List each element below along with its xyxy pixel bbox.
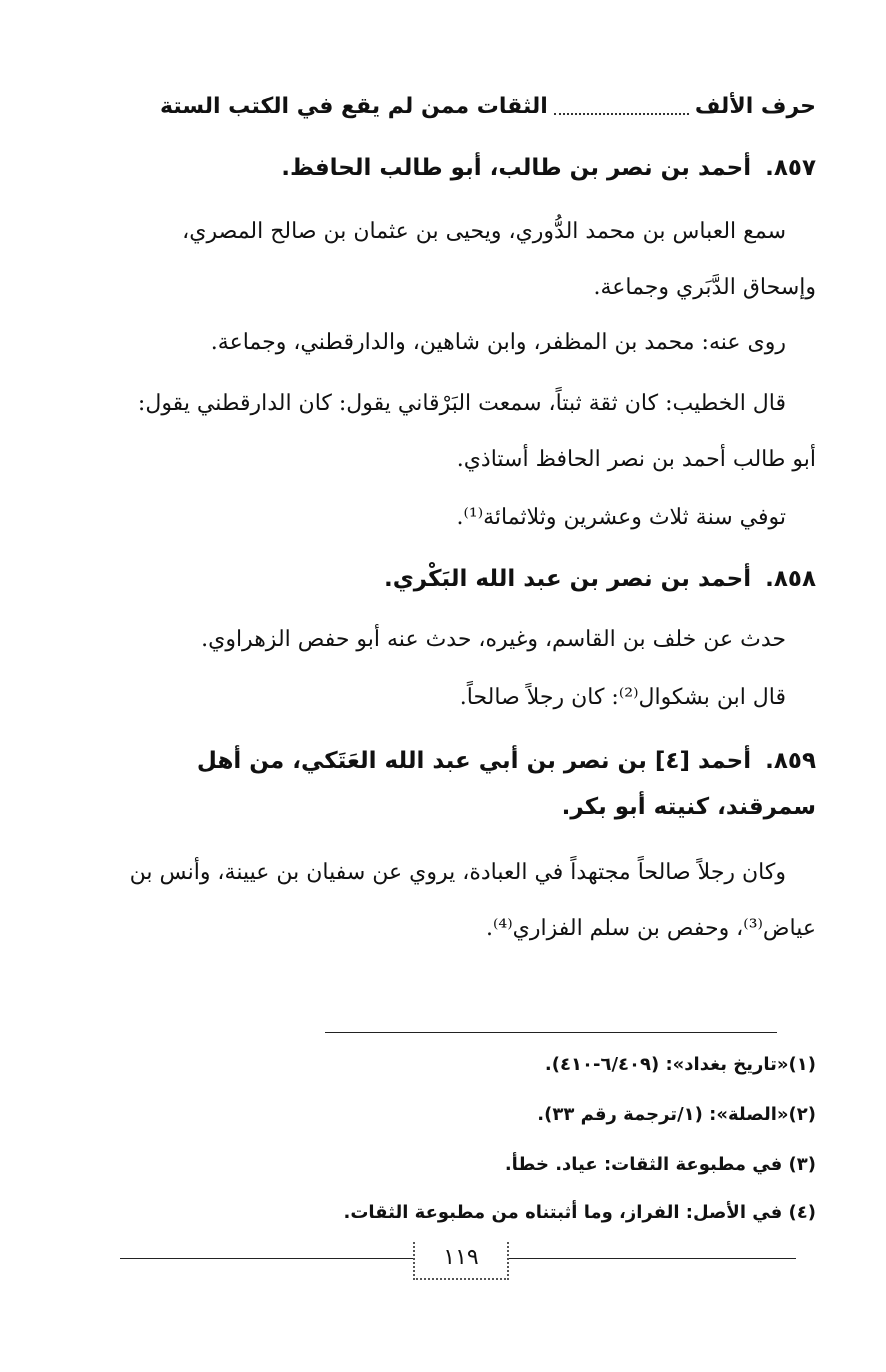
footnote-separator bbox=[325, 1032, 777, 1033]
entry-number: ٨٥٧. bbox=[765, 155, 816, 181]
entry-name: أحمد [٤] بن نصر بن أبي عبد الله العَتَكي، من أهل سمرقند، كنيته أبو بكر. bbox=[196, 748, 816, 820]
entry-number: ٨٥٩. bbox=[765, 748, 816, 774]
entry-858-paragraph-1: حدث عن خلف بن القاسم، وغيره، حدث عنه أبو حفص الزهراوي. bbox=[201, 627, 786, 652]
footnote-2: (٢)«الصلة»: (١/ترجمة رقم ٣٣). bbox=[537, 1104, 816, 1125]
entry-857-paragraph-2: روى عنه: محمد بن المظفر، وابن شاهين، والدارقطني، وجماعة. bbox=[210, 330, 786, 355]
running-head-book-title: الثقات ممن لم يقع في الكتب الستة bbox=[160, 93, 548, 119]
entry-name: أحمد بن نصر بن طالب، أبو طالب الحافظ. bbox=[281, 155, 752, 181]
entry-857-heading bbox=[120, 145, 816, 191]
entry-857-paragraph-3: قال الخطيب: كان ثقة ثبتاً، سمعت البَرْقاني يقول: كان الدارقطني يقول: أبو طالب أحمد بن نصر الحافظ أستاذي. bbox=[137, 391, 816, 472]
entry-number: ٨٥٨. bbox=[765, 566, 816, 592]
entry-858-heading bbox=[120, 556, 816, 602]
entry-name: أحمد بن نصر بن عبد الله البَكْري. bbox=[383, 566, 752, 592]
entry-857-paragraph-4: توفي سنة ثلاث وعشرين وثلاثمائة⁽¹⁾. bbox=[456, 505, 786, 530]
entry-859-heading bbox=[120, 738, 816, 830]
page-number: ١١٩ bbox=[413, 1242, 509, 1280]
footnote-3: (٣) في مطبوعة الثقات: عياد. خطأ. bbox=[504, 1154, 816, 1175]
footnote-4: (٤) في الأصل: الفراز، وما أثبتناه من مطبوعة الثقات. bbox=[343, 1202, 816, 1223]
running-head-section: حرف الألف bbox=[694, 93, 816, 119]
entry-857-paragraph-1: سمع العباس بن محمد الدُّوري، ويحيى بن عثمان بن صالح المصري، وإسحاق الدَّبَري وجماعة. bbox=[182, 219, 816, 300]
running-head-dots bbox=[554, 113, 689, 115]
running-head bbox=[160, 86, 816, 126]
footnote-1: (١)«تاريخ بغداد»: (٦/٤٠٩-٤١٠). bbox=[544, 1054, 816, 1075]
entry-858-paragraph-2: قال ابن بشكوال⁽²⁾: كان رجلاً صالحاً. bbox=[459, 685, 786, 710]
entry-859-paragraph-1: وكان رجلاً صالحاً مجتهداً في العبادة، يروي عن سفيان بن عيينة، وأنس بن عياض⁽³⁾، وحفص بن سلم الفزاري⁽⁴⁾. bbox=[129, 860, 816, 941]
